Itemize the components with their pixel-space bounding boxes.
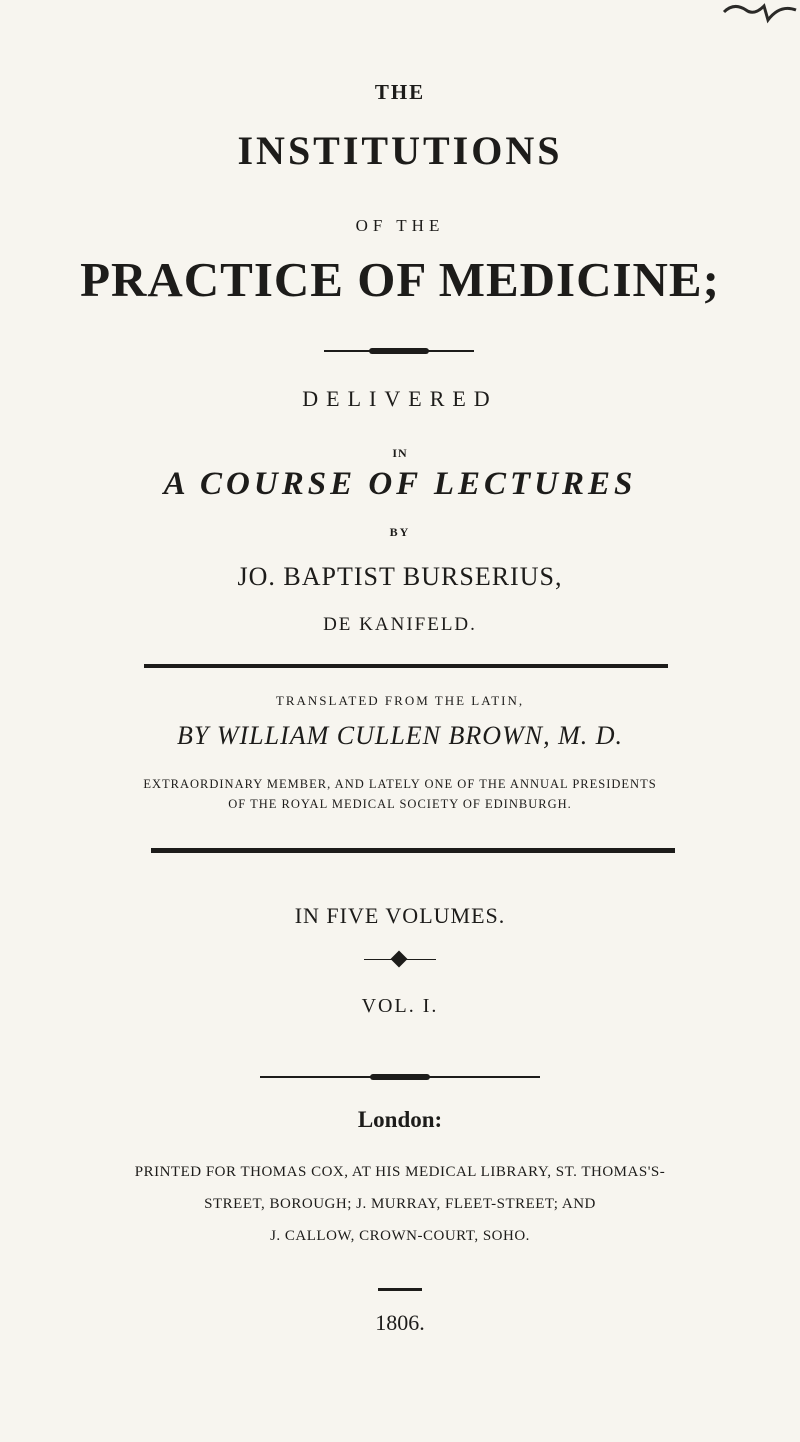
library-stamp-fragment-icon	[720, 0, 800, 24]
delivered-text: DELIVERED	[302, 386, 498, 411]
imprint-line-1: PRINTED FOR THOMAS COX, AT HIS MEDICAL LIBRARY, ST. THOMAS'S-	[134, 1164, 666, 1180]
swelled-rule-divider	[324, 350, 474, 352]
author-name: JO. BAPTIST BURSERIUS,	[237, 562, 563, 591]
publication-year: 1806.	[375, 1310, 425, 1335]
in-text: IN	[392, 446, 408, 460]
translator-credentials-line-2: OF THE ROYAL MEDICAL SOCIETY OF EDINBURGH.	[228, 797, 572, 811]
volume-count: IN FIVE VOLUMES.	[294, 903, 506, 928]
translator-credentials-line-1: EXTRAORDINARY MEMBER, AND LATELY ONE OF THE ANNUAL PRESIDENTS	[143, 777, 657, 791]
header-the: THE	[374, 80, 426, 104]
author-locality: DE KANIFELD.	[323, 614, 477, 635]
short-rule-divider	[378, 1288, 422, 1291]
course-of-lectures: A COURSE OF LECTURES	[163, 466, 637, 502]
title-practice-of-medicine: PRACTICE OF MEDICINE;	[80, 252, 720, 307]
imprint-city: London:	[357, 1107, 443, 1132]
ornament-divider-icon	[364, 953, 436, 967]
imprint-line-3: J. CALLOW, CROWN-COURT, SOHO.	[270, 1228, 530, 1244]
by-text: BY	[389, 525, 411, 539]
title-of-the: OF THE	[355, 216, 445, 235]
translated-from-latin: TRANSLATED FROM THE LATIN,	[275, 693, 525, 708]
volume-number: VOL. I.	[361, 995, 439, 1017]
imprint-line-2: STREET, BOROUGH; J. MURRAY, FLEET-STREET; AND	[204, 1196, 596, 1212]
swelled-rule-divider-2	[260, 1076, 540, 1078]
translator-name: BY WILLIAM CULLEN BROWN, M. D.	[176, 721, 623, 750]
title-institutions: INSTITUTIONS	[237, 128, 563, 173]
thick-rule-divider-2	[151, 848, 675, 853]
thick-rule-divider	[144, 664, 668, 668]
